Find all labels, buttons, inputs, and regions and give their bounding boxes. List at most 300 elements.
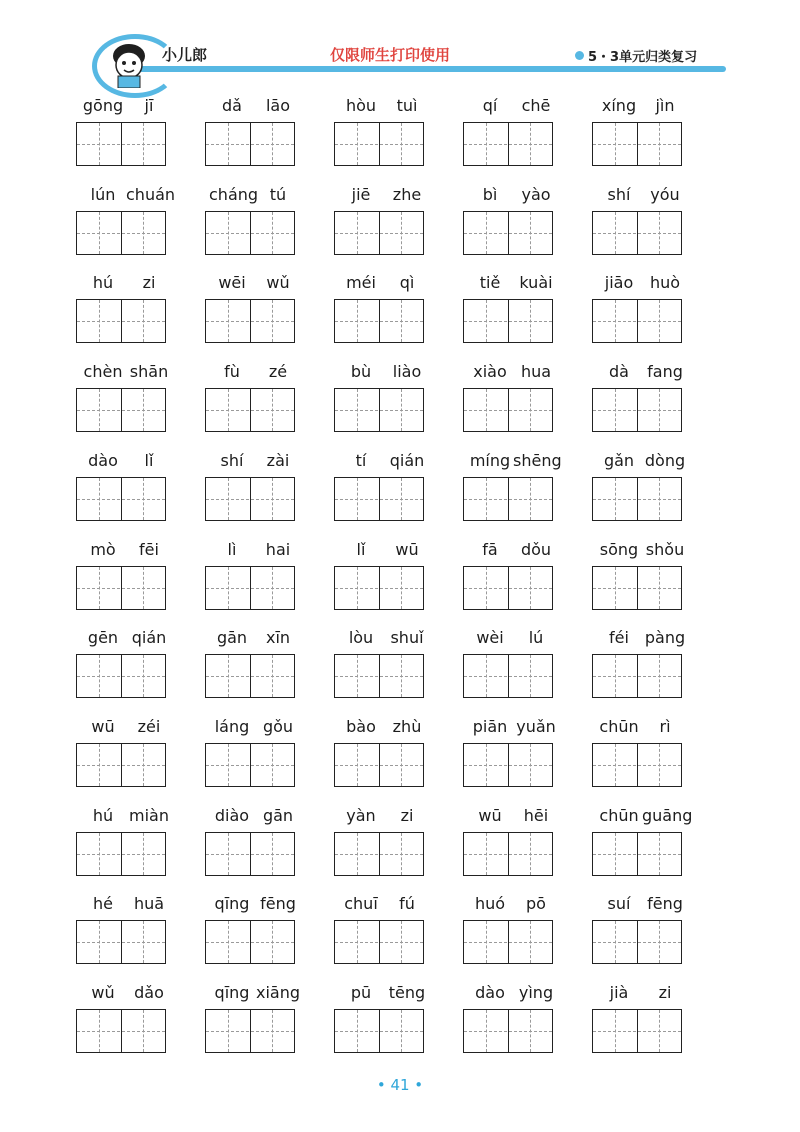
writing-box-pair[interactable] bbox=[463, 743, 553, 787]
writing-box-pair[interactable] bbox=[205, 388, 295, 432]
writing-box-pair[interactable] bbox=[592, 832, 682, 876]
writing-box-pair[interactable] bbox=[334, 477, 424, 521]
grid-guide-line bbox=[99, 212, 100, 254]
writing-box-pair[interactable] bbox=[334, 388, 424, 432]
grid-guide-line bbox=[659, 744, 660, 786]
grid-guide-line bbox=[357, 300, 358, 342]
pinyin-syllable: wǔ bbox=[266, 273, 290, 293]
word-cell bbox=[324, 806, 444, 890]
word-cell bbox=[66, 362, 186, 446]
pinyin-syllable: zi bbox=[400, 805, 414, 825]
writing-box-pair[interactable] bbox=[334, 832, 424, 876]
grid-guide-line bbox=[99, 1010, 100, 1052]
grid-guide-line bbox=[228, 478, 229, 520]
pinyin-syllable: diào bbox=[214, 805, 250, 825]
word-cell bbox=[66, 451, 186, 535]
pinyin-syllable: qí bbox=[482, 96, 498, 115]
word-cell bbox=[453, 540, 573, 624]
grid-guide-line bbox=[530, 300, 531, 342]
word-cell bbox=[324, 628, 444, 712]
writing-box-pair[interactable] bbox=[334, 566, 424, 610]
grid-guide-line bbox=[615, 1010, 616, 1052]
grid-guide-line bbox=[464, 321, 552, 322]
pinyin-syllable: tiě bbox=[479, 273, 501, 293]
grid-guide-line bbox=[401, 655, 402, 697]
writing-box-pair[interactable] bbox=[592, 566, 682, 610]
writing-box-pair[interactable] bbox=[76, 654, 166, 698]
word-cell bbox=[453, 96, 573, 180]
grid-guide-line bbox=[335, 942, 423, 943]
grid-guide-line bbox=[615, 389, 616, 431]
pinyin-label bbox=[582, 894, 702, 916]
pinyin-syllable: hēi bbox=[523, 805, 549, 825]
writing-box-pair[interactable] bbox=[76, 299, 166, 343]
pinyin-label bbox=[66, 96, 186, 118]
grid-guide-line bbox=[593, 233, 681, 234]
grid-guide-line bbox=[615, 300, 616, 342]
pinyin-label bbox=[453, 540, 573, 562]
pinyin-syllable: mò bbox=[90, 539, 116, 559]
grid-guide-line bbox=[659, 300, 660, 342]
pinyin-syllable: yào bbox=[521, 184, 551, 204]
word-cell bbox=[582, 717, 702, 801]
pinyin-syllable: wǔ bbox=[91, 983, 115, 1002]
pinyin-syllable: dào bbox=[88, 450, 118, 470]
grid-guide-line bbox=[401, 123, 402, 165]
grid-guide-line bbox=[357, 478, 358, 520]
writing-box-pair[interactable] bbox=[205, 299, 295, 343]
writing-box-pair[interactable] bbox=[592, 654, 682, 698]
pinyin-syllable: jià bbox=[609, 983, 629, 1002]
pinyin-syllable: dǎ bbox=[222, 96, 242, 115]
word-cell bbox=[582, 806, 702, 890]
grid-guide-line bbox=[272, 833, 273, 875]
grid-guide-line bbox=[486, 833, 487, 875]
grid-guide-line bbox=[593, 1031, 681, 1032]
grid-guide-line bbox=[143, 833, 144, 875]
pinyin-label bbox=[66, 717, 186, 739]
grid-guide-line bbox=[659, 921, 660, 963]
writing-box-pair[interactable] bbox=[205, 832, 295, 876]
grid-guide-line bbox=[530, 1010, 531, 1052]
grid-guide-line bbox=[228, 389, 229, 431]
grid-guide-line bbox=[272, 921, 273, 963]
pinyin-label bbox=[324, 983, 444, 1005]
word-cell bbox=[195, 451, 315, 535]
word-cell bbox=[582, 628, 702, 712]
grid-guide-line bbox=[464, 676, 552, 677]
pinyin-syllable: fā bbox=[482, 539, 498, 559]
word-cell bbox=[195, 628, 315, 712]
pinyin-syllable: gōng bbox=[82, 96, 124, 115]
pinyin-label bbox=[453, 185, 573, 207]
word-cell bbox=[195, 894, 315, 978]
grid-guide-line bbox=[272, 123, 273, 165]
pinyin-syllable: fēi bbox=[139, 539, 159, 559]
grid-guide-line bbox=[357, 833, 358, 875]
writing-box-pair[interactable] bbox=[334, 1009, 424, 1053]
writing-box-pair[interactable] bbox=[334, 654, 424, 698]
grid-guide-line bbox=[206, 854, 294, 855]
grid-guide-line bbox=[464, 144, 552, 145]
pinyin-syllable: lòu bbox=[348, 628, 374, 648]
pinyin-label bbox=[324, 628, 444, 650]
writing-box-pair[interactable] bbox=[76, 211, 166, 255]
pinyin-syllable: méi bbox=[346, 273, 376, 293]
pinyin-syllable: gān bbox=[216, 628, 248, 648]
grid-guide-line bbox=[401, 833, 402, 875]
pinyin-syllable: zi bbox=[142, 273, 156, 293]
word-cell bbox=[66, 273, 186, 357]
word-cell bbox=[324, 273, 444, 357]
writing-box-pair[interactable] bbox=[334, 743, 424, 787]
grid-guide-line bbox=[486, 744, 487, 786]
grid-guide-line bbox=[464, 588, 552, 589]
writing-box-pair[interactable] bbox=[592, 743, 682, 787]
grid-guide-line bbox=[77, 942, 165, 943]
grid-guide-line bbox=[593, 499, 681, 500]
word-cell bbox=[324, 983, 444, 1067]
grid-guide-line bbox=[272, 1010, 273, 1052]
grid-guide-line bbox=[486, 300, 487, 342]
pinyin-label bbox=[324, 540, 444, 562]
grid-guide-line bbox=[272, 567, 273, 609]
word-cell bbox=[453, 185, 573, 269]
grid-guide-line bbox=[530, 567, 531, 609]
grid-guide-line bbox=[593, 321, 681, 322]
grid-guide-line bbox=[593, 854, 681, 855]
pinyin-syllable: yìng bbox=[518, 983, 554, 1002]
pinyin-label bbox=[582, 362, 702, 384]
writing-box-pair[interactable] bbox=[592, 299, 682, 343]
grid-guide-line bbox=[615, 921, 616, 963]
word-cell bbox=[324, 451, 444, 535]
pinyin-syllable: xiào bbox=[473, 362, 507, 382]
grid-guide-line bbox=[272, 744, 273, 786]
pinyin-syllable: dǒu bbox=[520, 539, 552, 559]
pinyin-label bbox=[195, 983, 315, 1005]
grid-guide-line bbox=[593, 765, 681, 766]
grid-guide-line bbox=[486, 1010, 487, 1052]
pinyin-syllable: féi bbox=[609, 628, 629, 648]
writing-box-pair[interactable] bbox=[463, 920, 553, 964]
grid-guide-line bbox=[206, 588, 294, 589]
pinyin-syllable: piān bbox=[472, 716, 508, 736]
word-cell bbox=[66, 540, 186, 624]
grid-guide-line bbox=[335, 1031, 423, 1032]
pinyin-syllable: sōng bbox=[599, 539, 639, 559]
grid-guide-line bbox=[99, 478, 100, 520]
grid-guide-line bbox=[99, 389, 100, 431]
writing-box-pair[interactable] bbox=[334, 211, 424, 255]
grid-guide-line bbox=[464, 1031, 552, 1032]
grid-guide-line bbox=[77, 499, 165, 500]
pinyin-syllable: chuī bbox=[344, 894, 378, 914]
writing-box-pair[interactable] bbox=[205, 743, 295, 787]
grid-guide-line bbox=[77, 321, 165, 322]
writing-box-pair[interactable] bbox=[592, 388, 682, 432]
grid-guide-line bbox=[99, 123, 100, 165]
writing-box-pair[interactable] bbox=[463, 654, 553, 698]
pinyin-syllable: rì bbox=[659, 716, 671, 736]
pinyin-label bbox=[324, 362, 444, 384]
grid-guide-line bbox=[335, 588, 423, 589]
page-number: • 41 • bbox=[376, 1076, 424, 1094]
grid-guide-line bbox=[143, 478, 144, 520]
pinyin-syllable: chèn bbox=[83, 362, 123, 382]
pinyin-syllable: tuì bbox=[396, 96, 418, 115]
pinyin-syllable: wèi bbox=[476, 628, 504, 648]
grid-guide-line bbox=[357, 389, 358, 431]
grid-guide-line bbox=[593, 144, 681, 145]
pinyin-syllable: fang bbox=[647, 362, 683, 382]
pinyin-syllable: zéi bbox=[137, 716, 161, 736]
grid-guide-line bbox=[659, 567, 660, 609]
writing-box-pair[interactable] bbox=[205, 654, 295, 698]
grid-guide-line bbox=[401, 744, 402, 786]
header-rule bbox=[130, 66, 726, 72]
pinyin-syllable: wū bbox=[478, 805, 502, 825]
pinyin-syllable: tēng bbox=[388, 983, 426, 1002]
grid-guide-line bbox=[228, 567, 229, 609]
word-cell bbox=[66, 96, 186, 180]
writing-box-pair[interactable] bbox=[334, 920, 424, 964]
writing-box-pair[interactable] bbox=[205, 122, 295, 166]
writing-box-pair[interactable] bbox=[463, 1009, 553, 1053]
pinyin-label bbox=[453, 451, 573, 473]
pinyin-syllable: guāng bbox=[642, 805, 693, 825]
grid-guide-line bbox=[335, 499, 423, 500]
pinyin-label bbox=[582, 717, 702, 739]
writing-box-pair[interactable] bbox=[592, 477, 682, 521]
grid-guide-line bbox=[659, 478, 660, 520]
grid-guide-line bbox=[143, 921, 144, 963]
grid-guide-line bbox=[272, 389, 273, 431]
writing-box-pair[interactable] bbox=[463, 388, 553, 432]
grid-guide-line bbox=[228, 833, 229, 875]
pinyin-label bbox=[195, 185, 315, 207]
grid-guide-line bbox=[335, 321, 423, 322]
pinyin-syllable: lǐ bbox=[356, 539, 366, 559]
grid-guide-line bbox=[486, 389, 487, 431]
writing-box-pair[interactable] bbox=[592, 920, 682, 964]
pinyin-label bbox=[195, 451, 315, 473]
word-cell bbox=[324, 185, 444, 269]
writing-box-pair[interactable] bbox=[463, 122, 553, 166]
pinyin-syllable: lǐ bbox=[144, 450, 154, 470]
grid-guide-line bbox=[206, 765, 294, 766]
pinyin-label bbox=[195, 628, 315, 650]
grid-guide-line bbox=[357, 123, 358, 165]
grid-guide-line bbox=[143, 389, 144, 431]
writing-box-pair[interactable] bbox=[463, 299, 553, 343]
grid-guide-line bbox=[593, 410, 681, 411]
grid-guide-line bbox=[486, 123, 487, 165]
word-cell bbox=[66, 894, 186, 978]
grid-guide-line bbox=[228, 921, 229, 963]
pinyin-label bbox=[66, 894, 186, 916]
grid-guide-line bbox=[357, 744, 358, 786]
pinyin-label bbox=[582, 540, 702, 562]
pinyin-syllable: zhe bbox=[392, 184, 422, 204]
word-cell bbox=[453, 983, 573, 1067]
pinyin-label bbox=[582, 806, 702, 828]
pinyin-label bbox=[453, 628, 573, 650]
pinyin-syllable: gēn bbox=[87, 628, 119, 648]
word-cell bbox=[582, 451, 702, 535]
grid-guide-line bbox=[530, 833, 531, 875]
writing-box-pair[interactable] bbox=[76, 566, 166, 610]
pinyin-syllable: jī bbox=[144, 96, 154, 115]
pinyin-syllable: gǒu bbox=[262, 716, 294, 736]
pinyin-label bbox=[453, 717, 573, 739]
grid-guide-line bbox=[464, 942, 552, 943]
writing-box-pair[interactable] bbox=[205, 920, 295, 964]
grid-guide-line bbox=[615, 567, 616, 609]
grid-guide-line bbox=[615, 744, 616, 786]
brand-label: 小儿郎 bbox=[162, 46, 208, 64]
grid-guide-line bbox=[357, 212, 358, 254]
grid-guide-line bbox=[206, 1031, 294, 1032]
grid-guide-line bbox=[99, 655, 100, 697]
grid-guide-line bbox=[530, 744, 531, 786]
grid-guide-line bbox=[530, 212, 531, 254]
pinyin-label bbox=[324, 894, 444, 916]
pinyin-syllable: qián bbox=[131, 628, 167, 648]
pinyin-label bbox=[66, 273, 186, 295]
word-cell bbox=[324, 717, 444, 801]
writing-box-pair[interactable] bbox=[463, 566, 553, 610]
pinyin-label bbox=[66, 540, 186, 562]
grid-guide-line bbox=[77, 854, 165, 855]
writing-box-pair[interactable] bbox=[205, 211, 295, 255]
writing-box-pair[interactable] bbox=[463, 211, 553, 255]
pinyin-label bbox=[453, 273, 573, 295]
grid-guide-line bbox=[464, 499, 552, 500]
grid-guide-line bbox=[530, 478, 531, 520]
pinyin-syllable: kuài bbox=[519, 273, 553, 293]
grid-guide-line bbox=[77, 410, 165, 411]
pinyin-label bbox=[195, 717, 315, 739]
grid-guide-line bbox=[401, 1010, 402, 1052]
writing-box-pair[interactable] bbox=[463, 477, 553, 521]
grid-guide-line bbox=[272, 300, 273, 342]
grid-guide-line bbox=[143, 744, 144, 786]
grid-guide-line bbox=[272, 212, 273, 254]
writing-box-pair[interactable] bbox=[592, 122, 682, 166]
writing-box-pair[interactable] bbox=[592, 1009, 682, 1053]
grid-guide-line bbox=[228, 300, 229, 342]
grid-guide-line bbox=[401, 567, 402, 609]
writing-box-pair[interactable] bbox=[76, 477, 166, 521]
writing-box-pair[interactable] bbox=[76, 122, 166, 166]
pinyin-syllable: bù bbox=[350, 362, 372, 382]
writing-box-pair[interactable] bbox=[205, 477, 295, 521]
pinyin-label bbox=[582, 273, 702, 295]
pinyin-syllable: bì bbox=[482, 184, 498, 204]
grid-guide-line bbox=[77, 765, 165, 766]
pinyin-syllable: hòu bbox=[345, 96, 377, 115]
word-cell bbox=[195, 806, 315, 890]
grid-guide-line bbox=[615, 212, 616, 254]
pinyin-label bbox=[453, 96, 573, 118]
grid-guide-line bbox=[486, 921, 487, 963]
writing-box-pair[interactable] bbox=[334, 299, 424, 343]
grid-guide-line bbox=[615, 123, 616, 165]
pinyin-syllable: hé bbox=[93, 894, 113, 914]
pinyin-syllable: huò bbox=[649, 273, 681, 293]
grid-guide-line bbox=[99, 744, 100, 786]
writing-box-pair[interactable] bbox=[76, 832, 166, 876]
grid-guide-line bbox=[486, 655, 487, 697]
pinyin-label bbox=[453, 894, 573, 916]
word-cell bbox=[66, 806, 186, 890]
pinyin-syllable: jìn bbox=[655, 96, 675, 115]
pinyin-syllable: shí bbox=[607, 184, 631, 204]
writing-box-pair[interactable] bbox=[463, 832, 553, 876]
pinyin-syllable: míng bbox=[469, 450, 511, 470]
pinyin-syllable: fēng bbox=[647, 894, 683, 914]
pinyin-syllable: hú bbox=[92, 273, 114, 293]
writing-box-pair[interactable] bbox=[76, 743, 166, 787]
word-cell bbox=[324, 362, 444, 446]
grid-guide-line bbox=[357, 655, 358, 697]
writing-box-pair[interactable] bbox=[76, 920, 166, 964]
grid-guide-line bbox=[357, 567, 358, 609]
grid-guide-line bbox=[401, 212, 402, 254]
pinyin-syllable: shǒu bbox=[645, 539, 685, 559]
grid-guide-line bbox=[228, 123, 229, 165]
bullet-dot-icon bbox=[575, 51, 584, 60]
pinyin-syllable: pū bbox=[350, 983, 372, 1002]
writing-box-pair[interactable] bbox=[76, 1009, 166, 1053]
writing-box-pair[interactable] bbox=[76, 388, 166, 432]
pinyin-syllable: chē bbox=[521, 96, 551, 115]
grid-guide-line bbox=[99, 921, 100, 963]
writing-box-pair[interactable] bbox=[205, 1009, 295, 1053]
pinyin-syllable: hú bbox=[92, 805, 114, 825]
pinyin-syllable: pàng bbox=[644, 628, 686, 648]
pinyin-label bbox=[324, 273, 444, 295]
pinyin-label bbox=[195, 96, 315, 118]
page-header bbox=[0, 0, 800, 90]
grid-guide-line bbox=[659, 1010, 660, 1052]
pinyin-syllable: chūn bbox=[599, 805, 639, 825]
grid-guide-line bbox=[464, 410, 552, 411]
pinyin-label bbox=[195, 540, 315, 562]
pinyin-label bbox=[195, 273, 315, 295]
pinyin-syllable: lì bbox=[227, 539, 237, 559]
pinyin-label bbox=[582, 983, 702, 1005]
grid-guide-line bbox=[530, 123, 531, 165]
pinyin-syllable: suí bbox=[607, 894, 631, 914]
pinyin-syllable: chuán bbox=[126, 184, 176, 204]
grid-guide-line bbox=[77, 1031, 165, 1032]
writing-box-pair[interactable] bbox=[592, 211, 682, 255]
writing-box-pair[interactable] bbox=[334, 122, 424, 166]
grid-guide-line bbox=[206, 499, 294, 500]
pinyin-syllable: lún bbox=[90, 184, 116, 204]
grid-guide-line bbox=[99, 833, 100, 875]
writing-box-pair[interactable] bbox=[205, 566, 295, 610]
pinyin-syllable: wū bbox=[395, 539, 419, 559]
word-cell bbox=[453, 362, 573, 446]
grid-guide-line bbox=[615, 655, 616, 697]
pinyin-syllable: dòng bbox=[644, 450, 686, 470]
pinyin-syllable: yuǎn bbox=[516, 716, 556, 736]
pinyin-label bbox=[453, 983, 573, 1005]
pinyin-syllable: qīng bbox=[214, 894, 250, 914]
